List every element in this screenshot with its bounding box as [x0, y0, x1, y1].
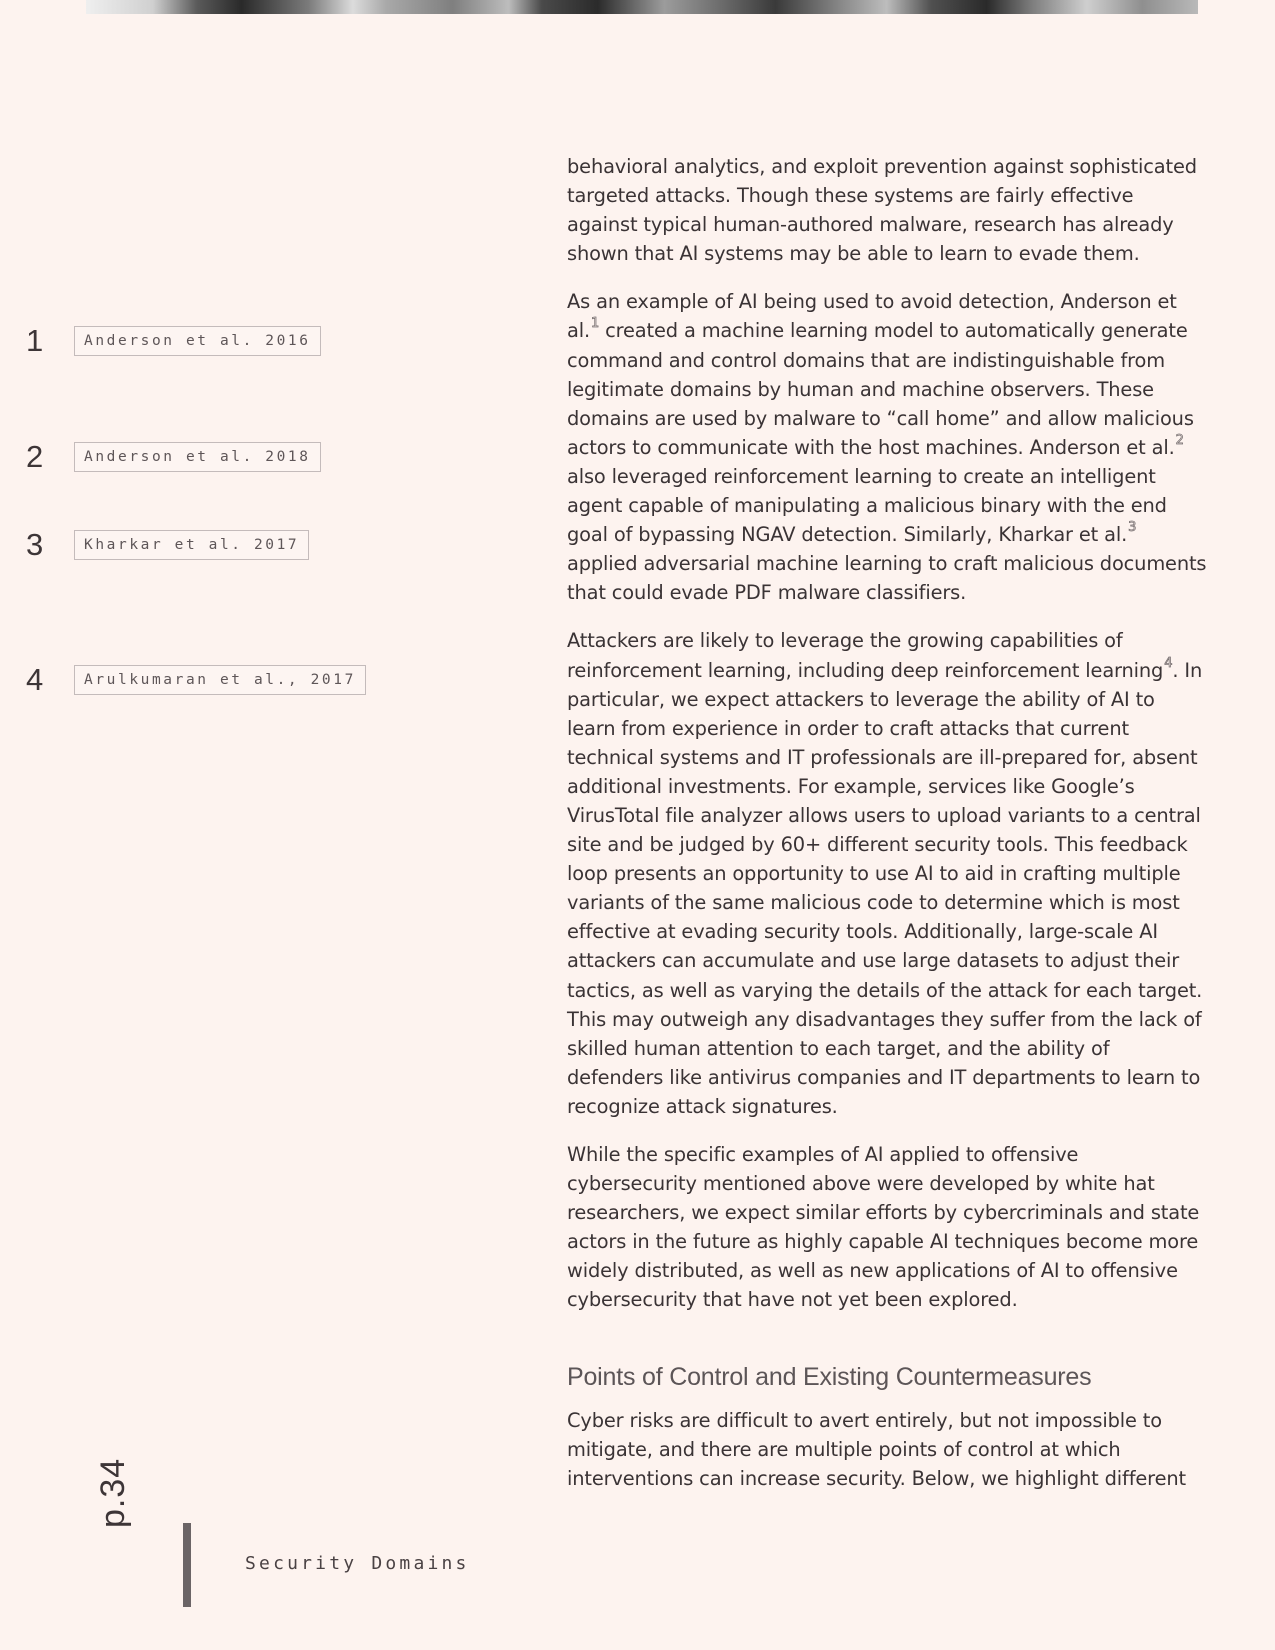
- paragraph-text: applied adversarial machine learning to craft malicious documents that could evade PDF malware classifiers.: [567, 552, 1207, 605]
- sidenote-citation[interactable]: Anderson et al. 2016: [74, 326, 321, 356]
- sidenote-number: 3: [26, 527, 44, 562]
- footnote-marker[interactable]: 1: [590, 316, 600, 332]
- footnote-marker[interactable]: 3: [1128, 520, 1137, 536]
- paragraph-text: created a machine learning model to automatically generate command and control domains that are indistinguishable from legitimate domains by human and machine observers. These domains are used by malware to “call home” and allow malicious actors to communicate with the host machines. Anderson et al.: [567, 319, 1194, 459]
- body-paragraph: [567, 626, 1207, 1121]
- sidenote-number: 1: [26, 323, 44, 358]
- paragraph-text: also leveraged reinforcement learning to create an intelligent agent capable of manipulating a malicious binary with the end goal of bypassing NGAV detection. Similarly, Kharkar et al.: [567, 464, 1167, 547]
- header-photo-strip: [86, 0, 1198, 14]
- footnote-marker[interactable]: 4: [1164, 655, 1173, 671]
- paragraph-text: . In particular, we expect attackers to leverage the ability of AI to learn from experience in order to craft attacks that current technical systems and IT professionals are ill-prepared for, absent additional investments. For example, services like Google’s VirusTotal file analyzer allows users to upload variants to a central site and be judged by 60+ different security tools. This feedback loop presents an opportunity to use AI to aid in crafting multiple variants of the same malicious code to determine which is most effective at evading security tools. Additionally, large-scale AI attackers can accumulate and use large datasets to adjust their tactics, as well as varying the details of the attack for each target. This may outweigh any disadvantages they suffer from the lack of skilled human attention to each target, and the ability of defenders like antivirus companies and IT departments to learn to recognize attack signatures.: [567, 658, 1203, 1118]
- footer-section-name: Security Domains: [245, 1553, 470, 1574]
- sidenote-citation[interactable]: Anderson et al. 2018: [74, 442, 321, 472]
- sidenote-number: 4: [26, 662, 44, 697]
- sidenote-citation[interactable]: Arulkumaran et al., 2017: [74, 665, 366, 695]
- paragraph-text: As an example of AI being used to avoid detection, Anderson et al.: [567, 290, 1177, 343]
- main-text-column: [567, 152, 1207, 1512]
- body-paragraph: While the specific examples of AI applied to offensive cybersecurity mentioned above were developed by white hat researchers, we expect similar efforts by cybercriminals and state actors in the future as highly capable AI techniques become more widely distributed, as well as new applications of AI to offensive cybersecurity that have not yet been explored.: [567, 1143, 1200, 1312]
- paragraph-text: Attackers are likely to leverage the growing capabilities of reinforcement learning, including deep reinforcement learning: [567, 629, 1164, 682]
- body-paragraph: [567, 287, 1207, 607]
- body-paragraph: Cyber risks are difficult to avert entirely, but not impossible to mitigate, and there are multiple points of control at which interventions can increase security. Below, we highlight different: [567, 1408, 1186, 1490]
- sidenote-3: [26, 527, 309, 563]
- sidenote-citation[interactable]: Kharkar et al. 2017: [74, 530, 309, 560]
- sidenote-2: [26, 439, 321, 475]
- sidenote-4: [26, 662, 366, 698]
- section-heading: Points of Control and Existing Countermeasures: [567, 1362, 1092, 1391]
- sidenote-number: 2: [26, 439, 44, 474]
- footnote-marker[interactable]: 2: [1175, 432, 1184, 448]
- body-paragraph: behavioral analytics, and exploit prevention against sophisticated targeted attacks. Though these systems are fairly effective against typical human-authored malware, research has already shown that AI systems may be able to learn to evade them.: [567, 155, 1197, 266]
- footer-divider: [183, 1523, 191, 1607]
- page-number: p.34: [94, 1457, 132, 1528]
- sidenote-1: [26, 323, 321, 359]
